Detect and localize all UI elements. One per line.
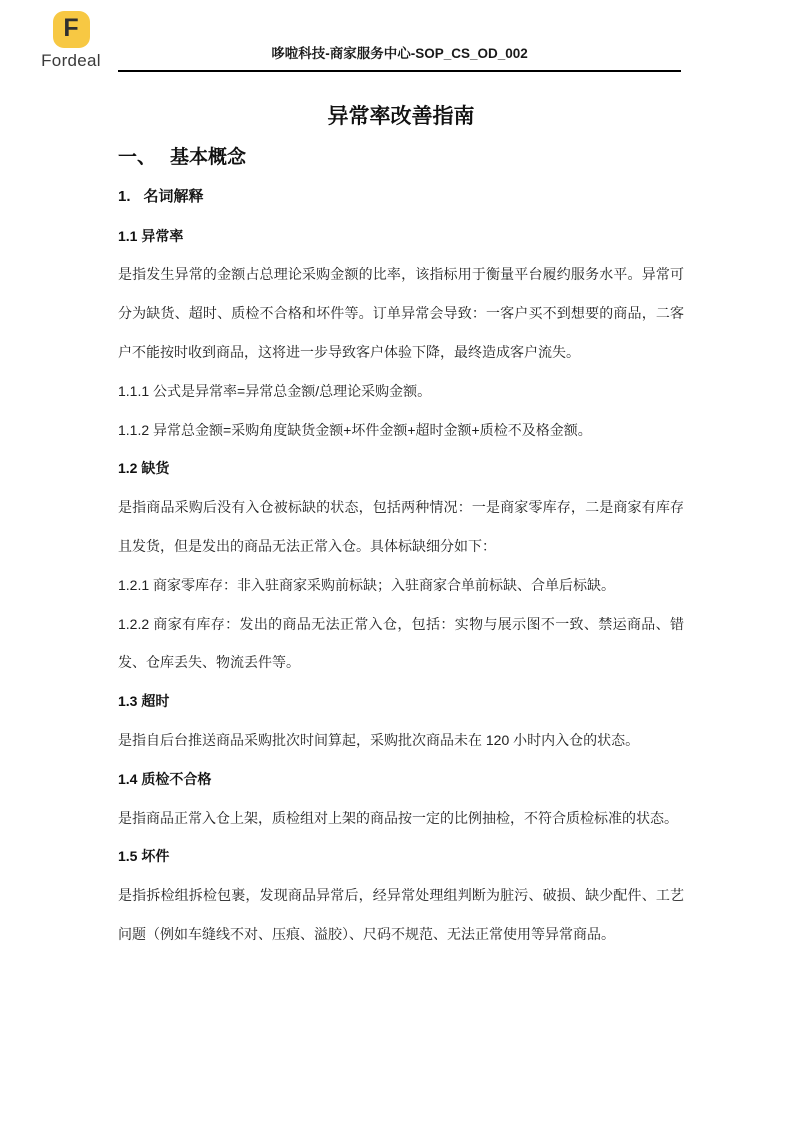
term-paragraph: 1.2.2 商家有库存：发出的商品无法正常入仓，包括：实物与展示图不一致、禁运商品、错发、仓库丢失、物流丢件等。 bbox=[118, 615, 684, 671]
subsection-number: 1. bbox=[118, 187, 131, 205]
fordeal-logo-icon bbox=[53, 11, 90, 48]
document-code: 哆啦科技-商家服务中心-SOP_CS_OD_002 bbox=[271, 46, 528, 61]
term-heading-abnormal-rate: 1.1 异常率 bbox=[118, 227, 184, 244]
subsection-heading bbox=[118, 178, 684, 217]
term-paragraph: 是指发生异常的金额占总理论采购金额的比率，该指标用于衡量平台履约服务水平。异常可分为缺货、超时、质检不合格和坏件等。订单异常会导致：一客户买不到想要的商品，二客户不能按时收到商品，这将进一步导致客户体验下降，最终造成客户流失。 bbox=[118, 266, 684, 360]
term-paragraph: 是指自后台推送商品采购批次时间算起，采购批次商品未在 120 小时内入仓的状态。 bbox=[118, 731, 640, 748]
term-paragraph: 1.1.2 异常总金额=采购角度缺货金额+坏件金额+超时金额+质检不及格金额。 bbox=[118, 421, 592, 438]
term-heading-damaged-item: 1.5 坏件 bbox=[118, 848, 170, 865]
section-number: 一、 bbox=[118, 147, 157, 168]
section-label: 基本概念 bbox=[170, 147, 247, 168]
term-heading-timeout: 1.3 超时 bbox=[118, 693, 170, 710]
term-paragraph: 是指商品正常入仓上架，质检组对上架的商品按一定的比例抽检，不符合质检标准的状态。 bbox=[118, 809, 678, 826]
term-paragraph: 是指拆检组拆检包裹，发现商品异常后，经异常处理组判断为脏污、破损、缺少配件、工艺问题（例如车缝线不对、压痕、溢胶）、尺码不规范、无法正常使用等异常商品。 bbox=[118, 887, 684, 942]
subsection-label: 名词解释 bbox=[143, 187, 204, 205]
document-content bbox=[118, 95, 684, 954]
fordeal-logo bbox=[36, 11, 106, 69]
fordeal-logo-letter: F bbox=[63, 14, 79, 42]
section-heading bbox=[118, 139, 684, 178]
term-paragraph: 1.1.1 公式是异常率=异常总金额/总理论采购金额。 bbox=[118, 382, 432, 399]
term-heading-out-of-stock: 1.2 缺货 bbox=[118, 460, 170, 477]
term-paragraph: 是指商品采购后没有入仓被标缺的状态，包括两种情况：一是商家零库存，二是商家有库存且发货，但是发出的商品无法正常入仓。具体标缺细分如下： bbox=[118, 499, 684, 554]
header-rule bbox=[118, 42, 681, 72]
brand-wordmark: Fordeal bbox=[41, 51, 101, 70]
document-title: 异常率改善指南 bbox=[327, 105, 475, 128]
term-heading-qc-fail: 1.4 质检不合格 bbox=[118, 770, 212, 787]
term-paragraph: 1.2.1 商家零库存：非入驻商家采购前标缺；入驻商家合单前标缺、合单后标缺。 bbox=[118, 576, 616, 593]
